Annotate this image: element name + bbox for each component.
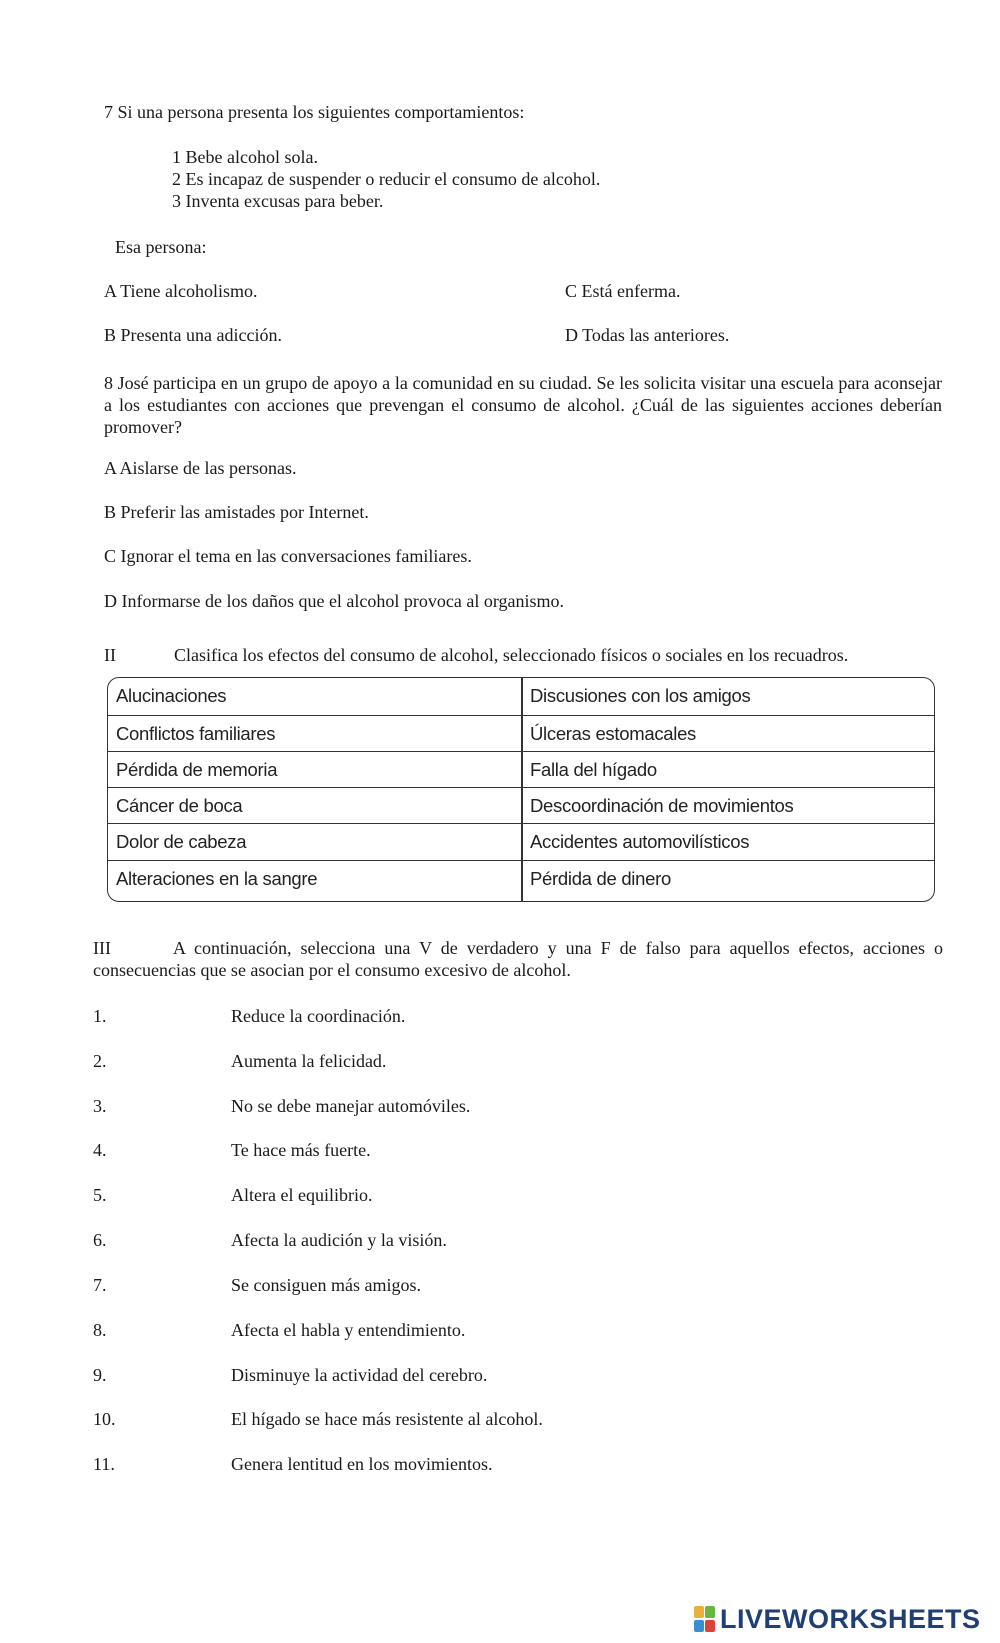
true-false-item[interactable]: Altera el equilibrio. (231, 1185, 373, 1205)
effect-cell[interactable]: Falla del hígado (530, 759, 657, 780)
q7-option-c[interactable]: C Está enferma. (565, 281, 681, 301)
item-number: 2. (93, 1051, 107, 1071)
section-2-instruction: Clasifica los efectos del consumo de alcohol, seleccionado físicos o sociales en los recuadros. (174, 645, 849, 665)
q8-option-d[interactable]: D Informarse de los daños que el alcohol provoca al organismo. (104, 591, 565, 611)
item-number: 3. (93, 1096, 107, 1116)
effect-cell[interactable]: Dolor de cabeza (116, 831, 247, 852)
effect-cell[interactable]: Úlceras estomacales (530, 723, 697, 744)
true-false-item[interactable]: Reduce la coordinación. (231, 1006, 406, 1026)
liveworksheets-logo-icon (694, 1606, 716, 1633)
true-false-item[interactable]: Aumenta la felicidad. (231, 1051, 387, 1071)
q8-option-a[interactable]: A Aislarse de las personas. (104, 458, 297, 478)
true-false-item[interactable]: Se consiguen más amigos. (231, 1275, 421, 1295)
behavior-item: 2 Es incapaz de suspender o reducir el consumo de alcohol. (172, 169, 601, 189)
effect-cell[interactable]: Accidentes automovilísticos (530, 831, 750, 852)
true-false-item[interactable]: Disminuye la actividad del cerebro. (231, 1365, 488, 1385)
q8-option-b[interactable]: B Preferir las amistades por Internet. (104, 502, 369, 522)
item-number: 7. (93, 1275, 107, 1295)
liveworksheets-logo (694, 1604, 981, 1635)
section-3-number: III (93, 938, 111, 958)
item-number: 1. (93, 1006, 107, 1026)
item-number: 5. (93, 1185, 107, 1205)
column-divider (521, 678, 523, 901)
item-number: 6. (93, 1230, 107, 1250)
item-number: 11. (93, 1454, 115, 1474)
effect-cell[interactable]: Pérdida de memoria (116, 759, 278, 780)
effect-cell[interactable]: Alucinaciones (116, 685, 227, 706)
effects-table (107, 677, 935, 902)
true-false-item[interactable]: Afecta el habla y entendimiento. (231, 1320, 466, 1340)
effect-cell[interactable]: Discusiones con los amigos (530, 685, 751, 706)
effect-cell[interactable]: Pérdida de dinero (530, 868, 671, 889)
effect-cell[interactable]: Alteraciones en la sangre (116, 868, 318, 889)
true-false-item[interactable]: Genera lentitud en los movimientos. (231, 1454, 493, 1474)
effect-cell[interactable]: Conflictos familiares (116, 723, 276, 744)
item-number: 8. (93, 1320, 107, 1340)
section-3-header (93, 937, 943, 981)
item-number: 10. (93, 1409, 116, 1429)
item-number: 9. (93, 1365, 107, 1385)
true-false-item[interactable]: Te hace más fuerte. (231, 1140, 371, 1160)
item-number: 4. (93, 1140, 107, 1160)
behavior-item: 1 Bebe alcohol sola. (172, 147, 318, 167)
q8-option-c[interactable]: C Ignorar el tema en las conversaciones familiares. (104, 546, 472, 566)
question-8-text: 8 José participa en un grupo de apoyo a la comunidad en su ciudad. Se les solicita visitar una escuela para aconsejar a los estudiantes con acciones que prevengan el consumo de alcohol. ¿Cuál de las siguientes acciones deberían promover? (104, 373, 942, 437)
effect-cell[interactable]: Cáncer de boca (116, 795, 243, 816)
behaviors-list (172, 146, 600, 212)
behavior-item: 3 Inventa excusas para beber. (172, 191, 384, 211)
liveworksheets-logo-text: LIVEWORKSHEETS (720, 1604, 981, 1634)
question-7-lead: Esa persona: (115, 237, 207, 257)
q7-option-d[interactable]: D Todas las anteriores. (565, 325, 730, 345)
q7-option-b[interactable]: B Presenta una adicción. (104, 325, 282, 345)
section-2-number: II (104, 645, 116, 665)
true-false-item[interactable]: Afecta la audición y la visión. (231, 1230, 447, 1250)
effect-cell[interactable]: Descoordinación de movimientos (530, 795, 794, 816)
q7-option-a[interactable]: A Tiene alcoholismo. (104, 281, 258, 301)
true-false-item[interactable]: El hígado se hace más resistente al alcohol. (231, 1409, 543, 1429)
section-2-header (104, 645, 848, 666)
question-7-title: 7 Si una persona presenta los siguientes comportamientos: (104, 102, 525, 122)
section-3-instruction: A continuación, selecciona una V de verdadero y una F de falso para aquellos efectos, acciones o consecuencias que se asocian por el consumo excesivo de alcohol. (93, 938, 943, 980)
true-false-item[interactable]: No se debe manejar automóviles. (231, 1096, 471, 1116)
